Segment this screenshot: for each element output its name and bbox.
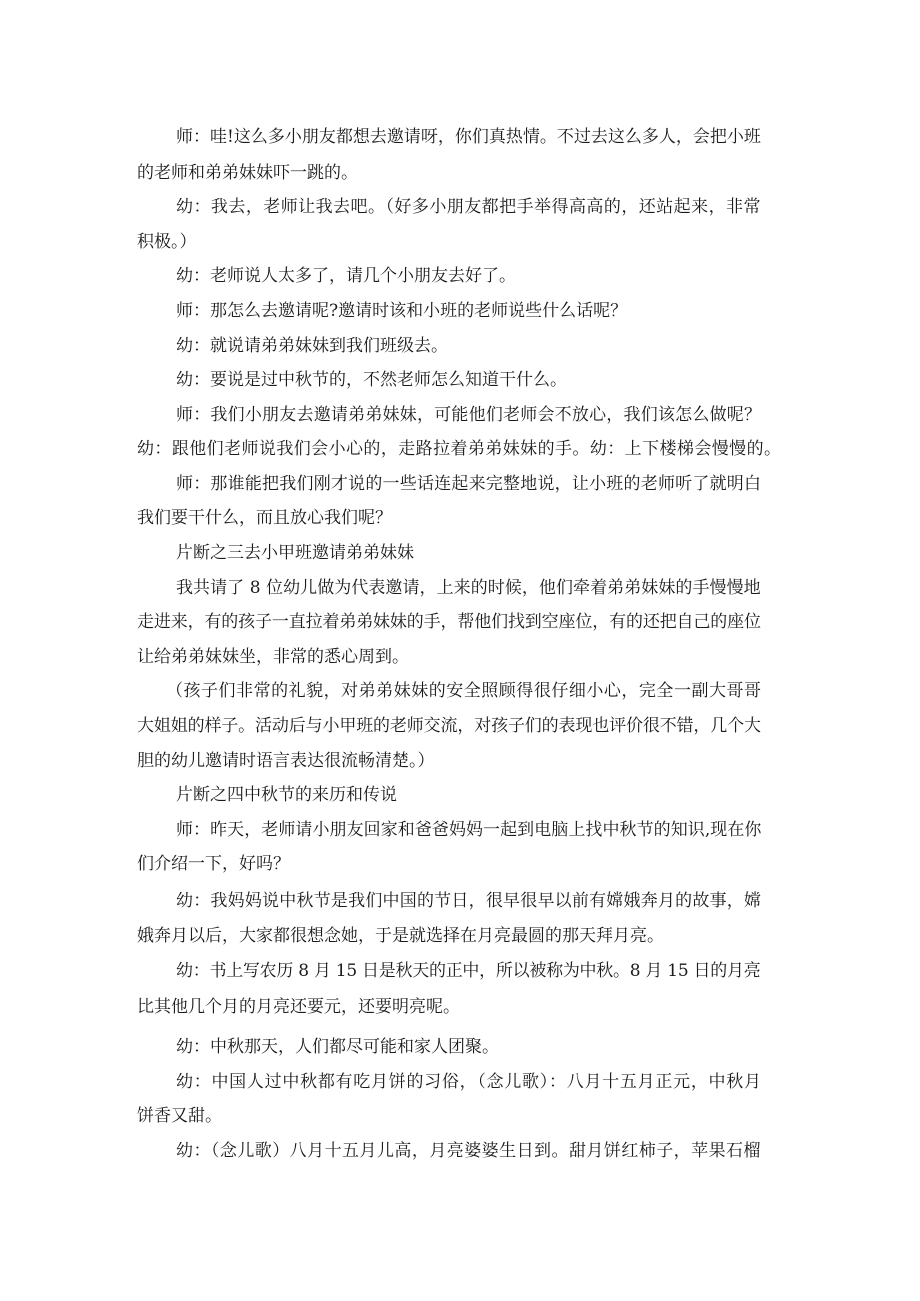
text-line: 幼：书上写农历 8 月 15 日是秋天的正中，所以被称为中秋。8 月 15 日的月亮: [176, 961, 761, 981]
text-line: 幼：中秋那天，人们都尽可能和家人团聚。: [176, 1037, 499, 1057]
text-line: 们介绍一下，好吗？: [137, 854, 290, 874]
text-line: 师：昨天，老师请小朋友回家和爸爸妈妈一起到电脑上找中秋节的知识,现在你: [176, 820, 762, 840]
text-line: 师：我们小朋友去邀请弟弟妹妹，可能他们老师会不放心，我们该怎么做呢？: [176, 405, 762, 425]
section-heading: 片断之四中秋节的来历和传说: [176, 785, 397, 805]
text-line: 积极。）: [137, 232, 197, 252]
text-line: 幼：要说是过中秋节的，不然老师怎么知道干什么。: [176, 370, 567, 390]
text-line: （孩子们非常的礼貌，对弟弟妹妹的安全照顾得很仔细小心，完全一副大哥哥: [166, 681, 762, 701]
text-line: 娥奔月以后，大家都很想念她，于是就选择在月亮最圆的那天拜月亮。: [137, 926, 664, 946]
text-line: 我共请了 8 位幼儿做为代表邀请，上来的时候，他们牵着弟弟妹妹的手慢慢地: [176, 578, 761, 598]
text-line: 幼：我去，老师让我去吧。（好多小朋友都把手举得高高的，还站起来，非常: [176, 197, 761, 217]
text-line: 幼：我妈妈说中秋节是我们中国的节日，很早很早以前有嫦娥奔月的故事，嫦: [176, 891, 762, 911]
text-line: 比其他几个月的月亮还要元，还要明亮呢。: [137, 997, 460, 1017]
text-line: 幼：就说请弟弟妹妹到我们班级去。: [176, 336, 448, 356]
text-line: 我们要干什么，而且放心我们呢？: [137, 508, 392, 528]
text-line: 幼：中国人过中秋都有吃月饼的习俗，（念儿歌）：八月十五月正元，中秋月: [176, 1072, 762, 1092]
text-line: 胆的幼儿邀请时语言表达很流畅清楚。）: [137, 751, 435, 771]
text-line: 让给弟弟妹妹坐，非常的悉心周到。: [137, 647, 409, 667]
text-line: 师：那怎么去邀请呢?邀请时该和小班的老师说些什么话呢？: [176, 301, 628, 321]
text-line: 大姐姐的样子。活动后与小甲班的老师交流，对孩子们的表现也评价很不错，几个大: [137, 716, 761, 736]
text-line: 走进来，有的孩子一直拉着弟弟妹妹的手，帮他们找到空座位，有的还把自己的座位: [137, 612, 761, 632]
section-heading: 片断之三去小甲班邀请弟弟妹妹: [176, 543, 414, 563]
text-line: 师：那谁能把我们刚才说的一些话连起来完整地说，让小班的老师听了就明白: [176, 474, 762, 494]
text-line: 的老师和弟弟妹妹吓一跳的。: [137, 163, 358, 183]
text-line: 幼：（念儿歌）八月十五月儿高，月亮婆婆生日到。甜月饼红柿子，苹果石榴: [176, 1141, 761, 1161]
text-line: 幼：跟他们老师说我们会小心的，走路拉着弟弟妹妹的手。幼：上下楼梯会慢慢的。: [137, 439, 782, 459]
text-line: 幼：老师说人太多了，请几个小朋友去好了。: [176, 266, 516, 286]
text-line: 师：哇!这么多小朋友都想去邀请呀，你们真热情。不过去这么多人，会把小班: [176, 127, 761, 147]
text-line: 饼香又甜。: [137, 1106, 222, 1126]
